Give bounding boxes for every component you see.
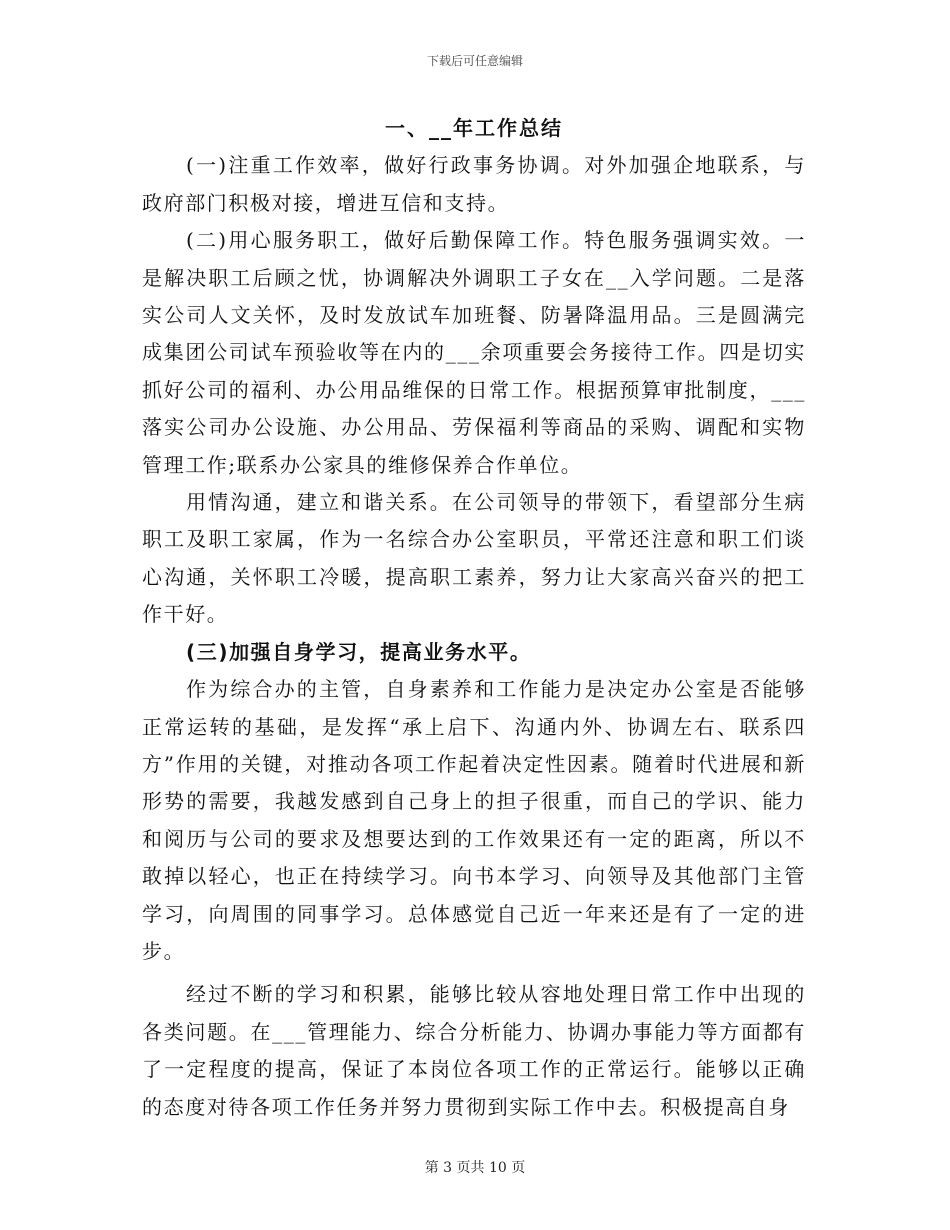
paragraph-4: 作为综合办的主管，自身素养和工作能力是决定办公室是否能够正常运转的基础，是发挥“承上启下、沟通内外、协调左右、联系四方”作用的关键，对推动各项工作起着决定性因素。随着时代进展和新形势的需要，我越发感到自己身上的担子很重，而自己的学识、能力和阅历与公司的要求及想要达到的工作效果还有一定的距离，所以不敢掉以轻心，也正在持续学习。向书本学习、向领导及其他部门主管学习，向周围的同事学习。总体感觉自己近一年来还是有了一定的进步。 — [142, 677, 806, 963]
paragraph-5: 经过不断的学习和积累，能够比较从容地处理日常工作中出现的各类问题。在___管理能力、综合分析能力、协调办事能力等方面都有了一定程度的提高，保证了本岗位各项工作的正常运行。能够以正确的态度对待各项工作任务并努力贯彻到实际工作中去。积极提高自身 — [142, 982, 806, 1119]
document-body — [142, 108, 806, 1126]
section-title: 一、__年工作总结 — [385, 116, 563, 140]
subheading-3: (三)加强自身学习，提高业务水平。 — [186, 639, 532, 664]
paragraph-2: (二)用心服务职工，做好后勤保障工作。特色服务强调实效。一是解决职工后顾之忧，协调解决外调职工子女在__入学问题。二是落实公司人文关怀，及时发放试车加班餐、防暑降温用品。三是圆满完成集团公司试车预验收等在内的___余项重要会务接待工作。四是切实抓好公司的福利、办公用品维保的日常工作。根据预算审批制度，___落实公司办公设施、办公用品、劳保福利等商品的采购、调配和实物管理工作;联系办公家具的维修保养合作单位。 — [142, 228, 806, 477]
page-header-note: 下载后可任意编辑 — [426, 54, 523, 68]
paragraph-1: (一)注重工作效率，做好行政事务协调。对外加强企地联系，与政府部门积极对接，增进互信和支持。 — [142, 153, 806, 215]
page-number: 第 3 页共 10 页 — [424, 1160, 526, 1176]
paragraph-3: 用情沟通，建立和谐关系。在公司领导的带领下，看望部分生病职工及职工家属，作为一名综合办公室职员，平常还注意和职工们谈心沟通，关怀职工冷暖，提高职工素养，努力让大家高兴奋兴的把工作干好。 — [142, 490, 806, 627]
